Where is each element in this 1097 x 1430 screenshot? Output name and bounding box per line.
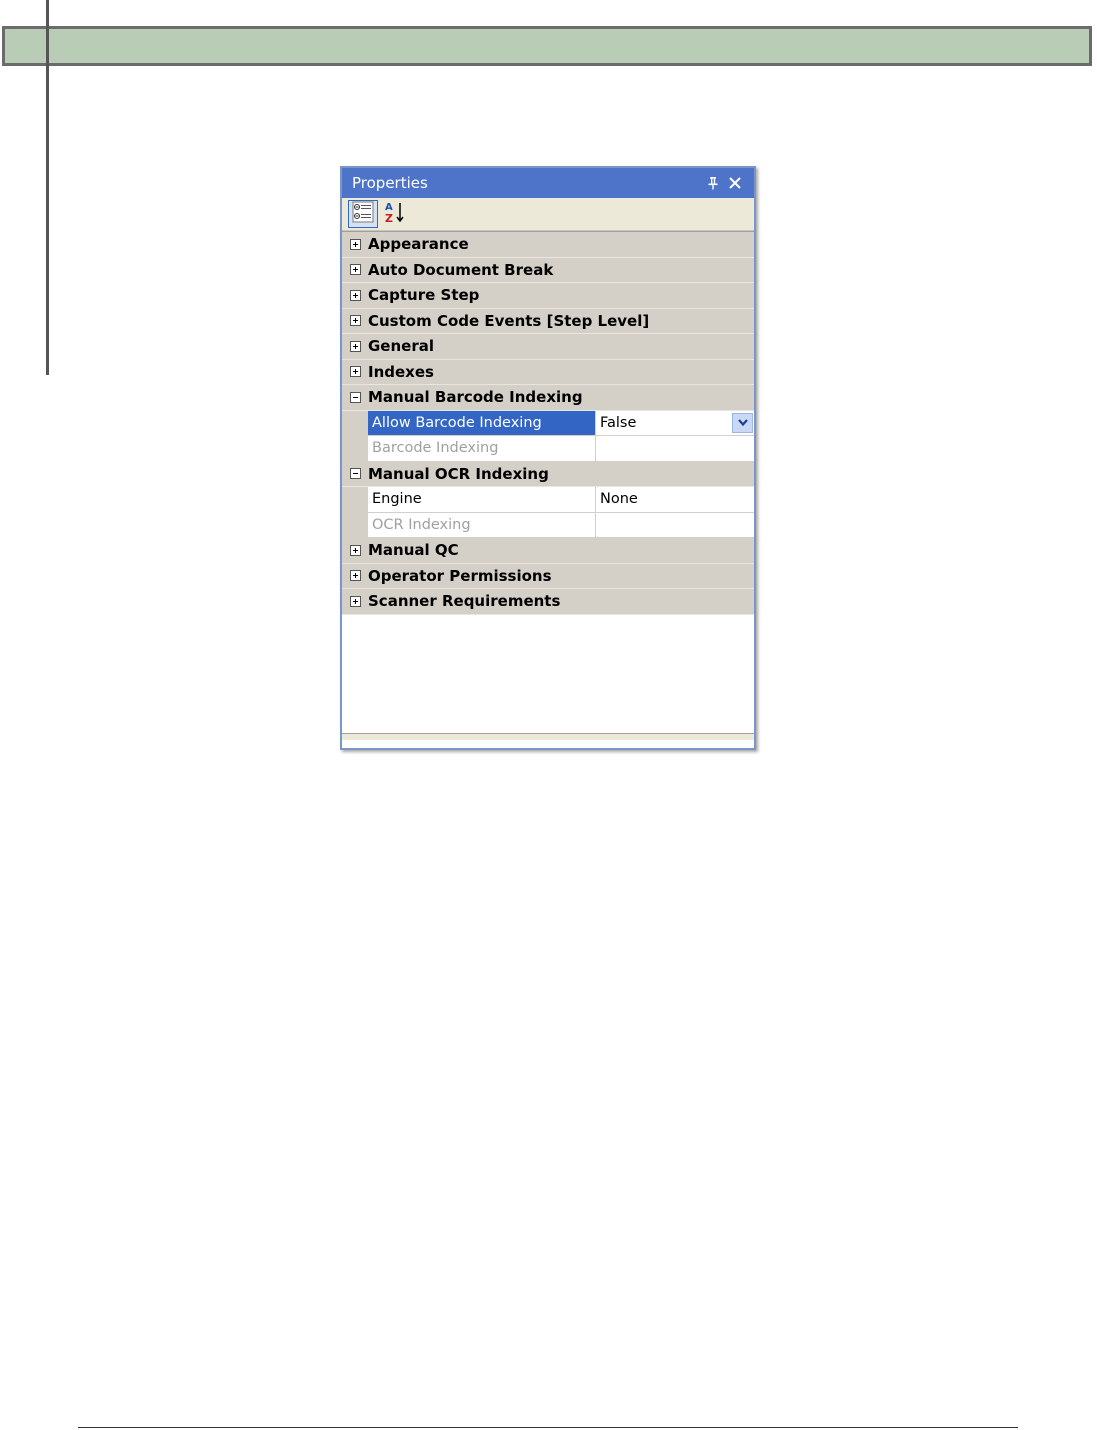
category-label: Capture Step bbox=[368, 286, 480, 305]
property-row[interactable] bbox=[342, 411, 754, 437]
property-value: False bbox=[600, 414, 637, 431]
category-row[interactable] bbox=[342, 232, 754, 258]
expand-icon[interactable] bbox=[342, 309, 368, 334]
category-row[interactable] bbox=[342, 538, 754, 564]
property-name[interactable]: Barcode Indexing bbox=[368, 436, 596, 462]
category-row[interactable] bbox=[342, 385, 754, 411]
collapse-icon[interactable] bbox=[342, 385, 368, 410]
categorized-view-button[interactable] bbox=[348, 200, 378, 228]
expand-icon[interactable] bbox=[342, 258, 368, 283]
property-name[interactable]: Engine bbox=[368, 487, 596, 513]
expand-icon[interactable] bbox=[342, 283, 368, 308]
expand-icon[interactable] bbox=[342, 334, 368, 359]
category-label: Manual QC bbox=[368, 541, 459, 560]
properties-toolbar bbox=[342, 198, 754, 231]
category-label: Manual OCR Indexing bbox=[368, 464, 549, 483]
expand-icon[interactable] bbox=[342, 589, 368, 614]
expand-icon[interactable] bbox=[342, 232, 368, 257]
property-name[interactable]: OCR Indexing bbox=[368, 513, 596, 539]
row-gutter bbox=[342, 436, 368, 462]
row-gutter bbox=[342, 513, 368, 539]
property-row[interactable] bbox=[342, 487, 754, 513]
category-row[interactable] bbox=[342, 589, 754, 615]
category-row[interactable] bbox=[342, 334, 754, 360]
category-row[interactable] bbox=[342, 360, 754, 386]
property-row[interactable] bbox=[342, 513, 754, 539]
category-row[interactable] bbox=[342, 258, 754, 284]
expand-icon[interactable] bbox=[342, 538, 368, 563]
property-name[interactable]: Allow Barcode Indexing bbox=[368, 411, 596, 437]
pin-icon[interactable] bbox=[702, 172, 724, 194]
category-label: Auto Document Break bbox=[368, 260, 554, 279]
chevron-down-icon[interactable] bbox=[732, 413, 753, 433]
document-footer-line bbox=[78, 1427, 1018, 1428]
category-label: Appearance bbox=[368, 235, 469, 254]
svg-text:A: A bbox=[385, 202, 393, 213]
category-label: Operator Permissions bbox=[368, 566, 552, 585]
document-header-bar bbox=[2, 26, 1092, 66]
property-value bbox=[596, 436, 754, 462]
category-label: Indexes bbox=[368, 362, 434, 381]
collapse-icon[interactable] bbox=[342, 462, 368, 487]
properties-titlebar bbox=[342, 168, 754, 198]
category-row[interactable] bbox=[342, 283, 754, 309]
row-gutter bbox=[342, 411, 368, 437]
category-label: Manual Barcode Indexing bbox=[368, 388, 583, 407]
property-value-dropdown[interactable] bbox=[596, 411, 754, 437]
description-pane-border bbox=[342, 733, 754, 740]
property-value[interactable]: None bbox=[596, 487, 754, 513]
properties-window bbox=[340, 166, 756, 750]
alphabetical-sort-button[interactable] bbox=[380, 200, 410, 228]
categorized-view-icon bbox=[352, 201, 374, 227]
category-row[interactable] bbox=[342, 309, 754, 335]
close-icon[interactable] bbox=[724, 172, 746, 194]
category-row[interactable] bbox=[342, 564, 754, 590]
svg-text:Z: Z bbox=[385, 212, 393, 224]
document-margin-line bbox=[46, 0, 49, 375]
category-label: Scanner Requirements bbox=[368, 592, 561, 611]
sort-alphabetical-icon bbox=[383, 200, 407, 228]
category-row[interactable] bbox=[342, 462, 754, 488]
property-value bbox=[596, 513, 754, 539]
property-row[interactable] bbox=[342, 436, 754, 462]
expand-icon[interactable] bbox=[342, 360, 368, 385]
property-grid bbox=[342, 231, 754, 740]
row-gutter bbox=[342, 487, 368, 513]
category-label: Custom Code Events [Step Level] bbox=[368, 311, 650, 330]
category-label: General bbox=[368, 337, 434, 356]
expand-icon[interactable] bbox=[342, 564, 368, 589]
window-title: Properties bbox=[352, 174, 428, 192]
